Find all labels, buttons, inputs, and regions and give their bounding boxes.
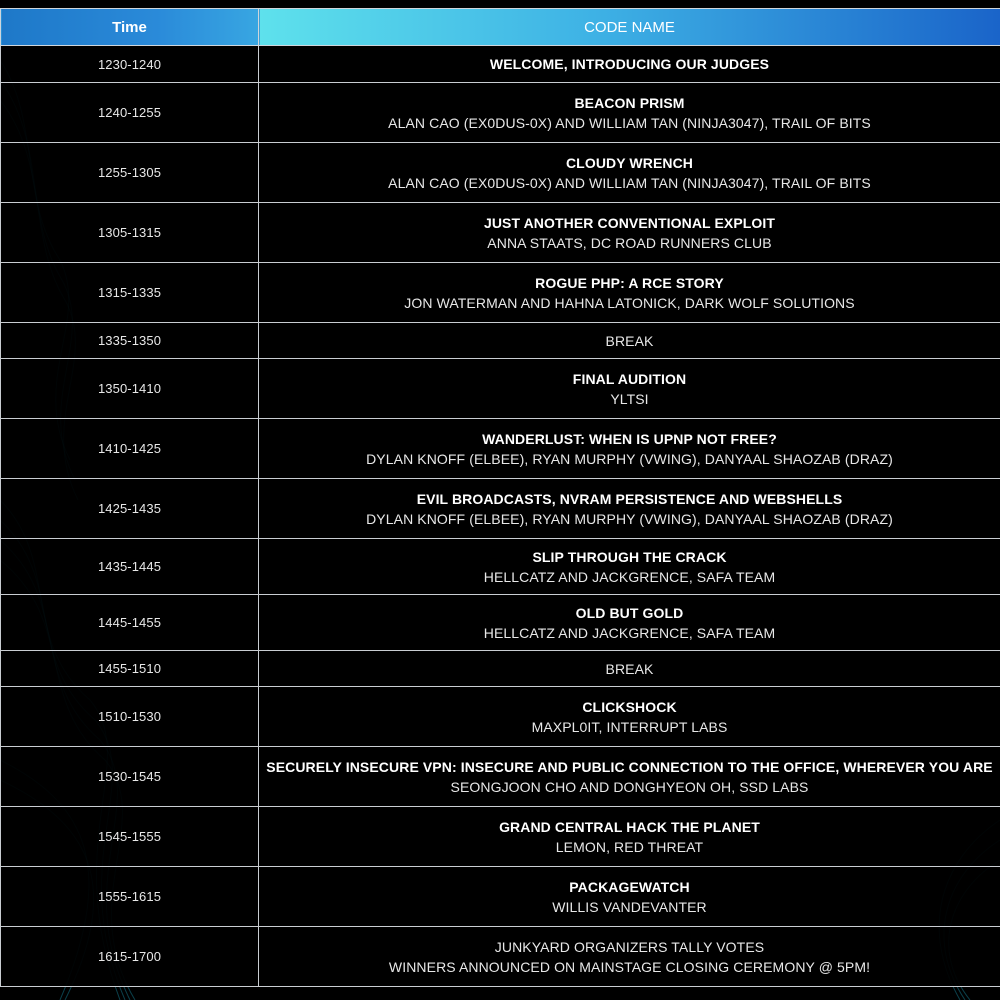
- code-name-column-header: CODE NAME: [259, 9, 1000, 46]
- table-row: [1, 747, 1000, 807]
- time-cell: 1410-1425: [1, 419, 259, 479]
- session-speakers: HELLCATZ AND JACKGRENCE, SAFA TEAM: [483, 568, 776, 585]
- time-cell: 1350-1410: [1, 359, 259, 419]
- table-row: [1, 651, 1000, 687]
- time-cell: 1435-1445: [1, 539, 259, 595]
- session-title: PACKAGEWATCH: [569, 878, 690, 895]
- time-column-header: Time: [1, 9, 259, 46]
- session-speakers: DYLAN KNOFF (ELBEE), RYAN MURPHY (VWING), DANYAAL SHAOZAB (DRAZ): [366, 450, 893, 467]
- time-cell: 1240-1255: [1, 83, 259, 143]
- code-name-cell: [259, 539, 1000, 595]
- code-name-cell: [259, 595, 1000, 651]
- code-name-cell: [259, 143, 1000, 203]
- session-title: CLOUDY WRENCH: [565, 154, 694, 171]
- table-row: [1, 46, 1000, 83]
- session-speakers: ALAN CAO (EX0DUS-0X) AND WILLIAM TAN (NINJA3047), TRAIL OF BITS: [388, 114, 871, 131]
- session-title: SLIP THROUGH THE CRACK: [532, 548, 727, 565]
- code-name-cell: [259, 419, 1000, 479]
- session-title: GRAND CENTRAL HACK THE PLANET: [499, 818, 760, 835]
- table-row: [1, 263, 1000, 323]
- session-speakers: JON WATERMAN AND HAHNA LATONICK, DARK WOLF SOLUTIONS: [404, 294, 855, 311]
- code-name-cell: [259, 687, 1000, 747]
- time-cell: 1530-1545: [1, 747, 259, 807]
- session-title: WANDERLUST: WHEN IS UPNP NOT FREE?: [482, 430, 777, 447]
- session-speakers: SEONGJOON CHO AND DONGHYEON OH, SSD LABS: [450, 778, 809, 795]
- time-cell: 1455-1510: [1, 651, 259, 687]
- code-name-cell: [259, 479, 1000, 539]
- session-title: OLD BUT GOLD: [575, 604, 684, 621]
- break-label: BREAK: [605, 332, 654, 349]
- time-cell: 1510-1530: [1, 687, 259, 747]
- time-cell: 1425-1435: [1, 479, 259, 539]
- table-row: [1, 867, 1000, 927]
- session-speakers: ALAN CAO (EX0DUS-0X) AND WILLIAM TAN (NINJA3047), TRAIL OF BITS: [388, 174, 871, 191]
- session-title: FINAL AUDITION: [572, 370, 687, 387]
- closing-line-2: WINNERS ANNOUNCED ON MAINSTAGE CLOSING CEREMONY @ 5PM!: [388, 958, 871, 975]
- table-row: [1, 143, 1000, 203]
- time-cell: 1555-1615: [1, 867, 259, 927]
- session-speakers: DYLAN KNOFF (ELBEE), RYAN MURPHY (VWING), DANYAAL SHAOZAB (DRAZ): [366, 510, 893, 527]
- table-row: [1, 807, 1000, 867]
- break-label: BREAK: [605, 660, 654, 677]
- table-row: [1, 203, 1000, 263]
- code-name-cell: [259, 651, 1000, 687]
- time-cell: 1315-1335: [1, 263, 259, 323]
- table-row: [1, 539, 1000, 595]
- session-speakers: ANNA STAATS, DC ROAD RUNNERS CLUB: [487, 234, 772, 251]
- header-row: [1, 9, 1000, 46]
- table-row: [1, 687, 1000, 747]
- session-title: EVIL BROADCASTS, NVRAM PERSISTENCE AND WEBSHELLS: [416, 490, 843, 507]
- session-title: ROGUE PHP: A RCE STORY: [535, 274, 724, 291]
- code-name-cell: [259, 927, 1000, 987]
- table-row: [1, 83, 1000, 143]
- code-name-cell: [259, 359, 1000, 419]
- code-name-cell: [259, 263, 1000, 323]
- table-row: [1, 595, 1000, 651]
- closing-line-1: JUNKYARD ORGANIZERS TALLY VOTES: [494, 938, 765, 955]
- time-cell: 1335-1350: [1, 323, 259, 359]
- code-name-cell: [259, 807, 1000, 867]
- table-row: [1, 359, 1000, 419]
- table-row: [1, 479, 1000, 539]
- session-speakers: HELLCATZ AND JACKGRENCE, SAFA TEAM: [483, 624, 776, 641]
- table-row: [1, 323, 1000, 359]
- code-name-cell: [259, 203, 1000, 263]
- session-speakers: LEMON, RED THREAT: [555, 838, 704, 855]
- time-cell: 1230-1240: [1, 46, 259, 83]
- session-title: SECURELY INSECURE VPN: INSECURE AND PUBLIC CONNECTION TO THE OFFICE, WHEREVER YOU ARE: [266, 758, 993, 775]
- time-cell: 1545-1555: [1, 807, 259, 867]
- table-row: [1, 419, 1000, 479]
- code-name-cell: [259, 323, 1000, 359]
- session-speakers: WILLIS VANDEVANTER: [552, 898, 707, 915]
- time-cell: 1445-1455: [1, 595, 259, 651]
- time-cell: 1305-1315: [1, 203, 259, 263]
- code-name-cell: [259, 46, 1000, 83]
- session-speakers: YLTSI: [610, 390, 649, 407]
- time-cell: 1615-1700: [1, 927, 259, 987]
- session-title: BEACON PRISM: [574, 94, 685, 111]
- table-row: [1, 927, 1000, 987]
- code-name-cell: [259, 747, 1000, 807]
- schedule-table: [0, 8, 1000, 987]
- session-title: CLICKSHOCK: [582, 698, 677, 715]
- code-name-cell: [259, 83, 1000, 143]
- code-name-cell: [259, 867, 1000, 927]
- session-speakers: MAXPL0IT, INTERRUPT LABS: [531, 718, 728, 735]
- session-title: WELCOME, INTRODUCING OUR JUDGES: [489, 56, 770, 72]
- session-title: JUST ANOTHER CONVENTIONAL EXPLOIT: [483, 214, 776, 231]
- time-cell: 1255-1305: [1, 143, 259, 203]
